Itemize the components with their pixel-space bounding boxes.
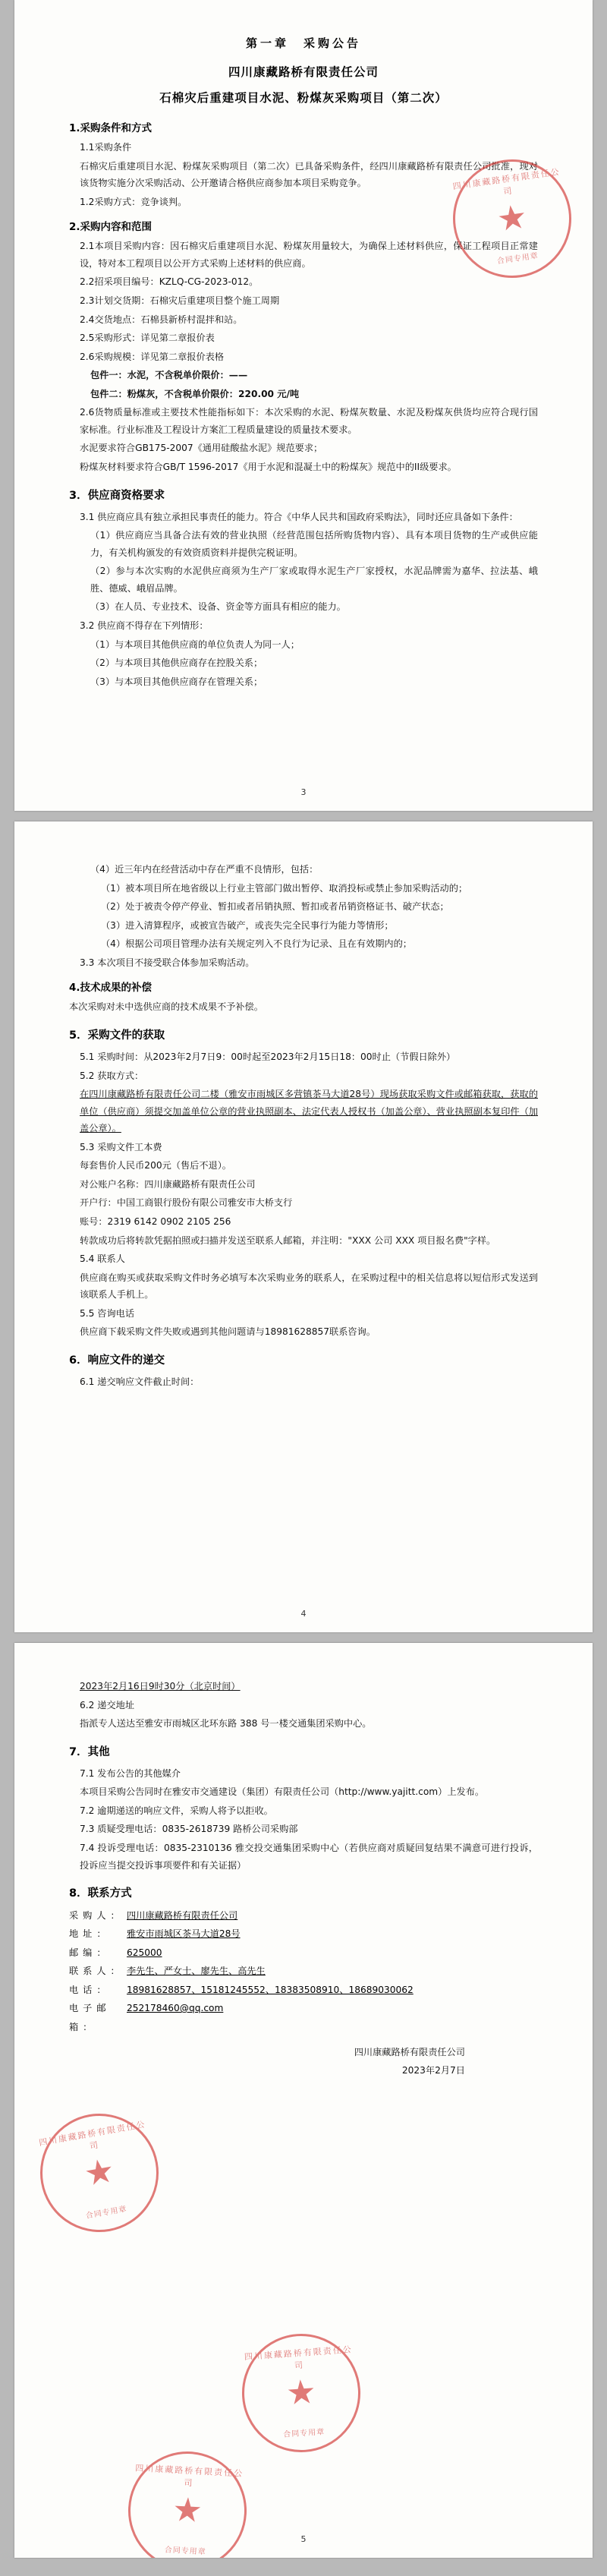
section3-item: （2）参与本次实购的水泥供应商须为生产厂家或取得水泥生产厂家授权，水泥品牌需为嘉华、拉法基、峨胜、德威、峨眉品牌。 (90, 566, 538, 594)
section3-continued-item: （1）被本项目所在地省级以上行业主管部门做出暂停、取消投标或禁止参加采购活动的； (101, 882, 468, 894)
section2-tail: 水泥要求符合GB175-2007《通用硅酸盐水泥》规范要求； (80, 443, 323, 454)
signature-org: 四川康藏路桥有限责任公司 (354, 2046, 465, 2057)
section1-item: 1.2采购方式：竞争谈判。 (80, 196, 187, 207)
section3-item: （3）与本项目其他供应商存在管理关系； (90, 676, 263, 687)
section3-continued-item: （2）处于被责令停产停业、暂扣或者吊销执照、暂扣或者吊销资格证书、破产状态； (101, 901, 449, 913)
section3-item: （2）与本项目其他供应商存在控股关系； (90, 657, 263, 669)
contact-label: 采购人： (69, 1910, 124, 1922)
section62-heading: 6.2 递交地址 (80, 1699, 135, 1711)
section1-item: 1.1采购条件 (80, 142, 132, 153)
contact-value: 252178460@qq.com (127, 2003, 224, 2014)
page-number: 5 (300, 2534, 307, 2544)
section3-continued-item: 3.3 本次项目不接受联合体参加采购活动。 (80, 957, 255, 968)
section5-item: 供应商在购买或获取采购文件时务必填写本次采购业务的联系人，在采购过程中的相关信息将以短信形式发送到该联系人手机上。 (80, 1272, 538, 1301)
seal-bottom-text: 合同专用章 (164, 2546, 206, 2557)
section2-item: 2.2招采项目编号：KZLQ-CG-2023-012。 (80, 276, 259, 288)
section2-item: 2.5采购形式：详见第二章报价表 (80, 333, 215, 344)
section5-item: 5.2 获取方式： (80, 1070, 144, 1081)
seal-top-text: 四川康藏路桥有限责任公司 (38, 2119, 147, 2152)
section2-item: 2.1本项目采购内容：因石棉灾后重建项目水泥、粉煤灰用量较大，为确保上述材料供应，保证工程项目正常建设，特对本工程项目以公开方式采购上述材料的供应商。 (80, 241, 538, 269)
section2-item: 2.6采购规模：详见第二章报价表格 (80, 351, 225, 362)
section3-item: （1）供应商应当具备合法有效的营业执照（经营范围包括所购货物内容）、具有本项目货物的生产或供应能力，有关机构颁发的有效资质资料并提供完税证明。 (90, 530, 538, 558)
section5-item: 供应商下载采购文件失败或遇到其他问题请与18981628857联系咨询。 (80, 1326, 376, 1338)
document-page-1 (14, 0, 593, 811)
section7-item: 7.4 投诉受理电话：0835-2310136 雅交投交通集团采购中心（若供应商对质疑回复结果不满意可进行投诉，投诉应当提交投诉事项要件和有关证据） (80, 1842, 538, 1871)
signature-block (69, 2044, 538, 2079)
section7-item: 7.1 发布公告的其他媒介 (80, 1767, 181, 1779)
section3-item: 3.1 供应商应具有独立承担民事责任的能力。符合《中华人民共和国政府采购法》，同时还应具备如下条件： (80, 511, 518, 522)
contact-label: 联系人： (69, 1966, 124, 1977)
section3-item: （3）在人员、专业技术、设备、资金等方面具有相应的能力。 (90, 601, 346, 613)
package-item: 包件一：水泥，不含税单价限价：—— (90, 370, 248, 381)
contact-row (69, 1999, 538, 2036)
section1-heading: 1.采购条件和方式 (69, 122, 153, 134)
package-item: 包件二：粉煤灰，不含税单价限价：220.00 元/吨 (90, 388, 300, 399)
section62-body: 指派专人送达至雅安市雨城区北环东路 388 号一楼交通集团采购中心。 (80, 1718, 372, 1729)
section7-item: 7.3 质疑受理电话：0835-2618739 路桥公司采购部 (80, 1824, 298, 1835)
page-title: 石棉灾后重建项目水泥、粉煤灰采购项目（第二次） (159, 91, 448, 105)
section7-item: 本项目采购公告同时在雅安市交通建设（集团）有限责任公司（http://www.yajitt.com）上发布。 (80, 1786, 485, 1798)
section8-heading: 8．联系方式 (69, 1887, 132, 1900)
section5-item: 转款成功后将转款凭据拍照或扫描并发送至联系人邮箱，并注明："XXX 公司 XXX 项目报名费"字样。 (80, 1234, 496, 1246)
seal-top-text: 四川康藏路桥有限责任公司 (135, 2463, 244, 2489)
contact-value: 四川康藏路桥有限责任公司 (127, 1910, 238, 1922)
section5-item: 5.3 采购文件工本费 (80, 1141, 162, 1152)
section7-heading: 7．其他 (69, 1745, 110, 1758)
section3-item: （1）与本项目其他供应商的单位负责人为同一人； (90, 638, 300, 650)
page-number: 4 (300, 1609, 307, 1619)
signature-date: 2023年2月7日 (401, 2065, 465, 2076)
company-seal-icon (31, 2105, 168, 2242)
seal-top-text: 四川康藏路桥有限责任公司 (244, 2344, 354, 2371)
section5-heading: 5．采购文件的获取 (69, 1029, 165, 1042)
section2-item: 2.3计划交货期：石棉灾后重建项目整个施工周期 (80, 295, 280, 306)
section2-heading: 2.采购内容和范围 (69, 221, 153, 234)
contact-value: 625000 (127, 1947, 162, 1958)
section3-item: 3.2 供应商不得存在下列情形： (80, 620, 209, 631)
section5-item-address: 在四川康藏路桥有限责任公司二楼（雅安市雨城区多营镇茶马大道28号）现场获取采购文件或邮箱获取，获取的单位（供应商）须提交加盖单位公章的营业执照副本、法定代表人授权书（加盖公章）、营业执照副本复印件（加盖公章）。 (80, 1089, 538, 1134)
section5-item: 开户行：中国工商银行股份有限公司雅安市大桥支行 (80, 1197, 293, 1209)
seal-star-icon: ★ (171, 2490, 204, 2530)
section7-item: 7.2 逾期递送的响应文件，采购人将予以拒收。 (80, 1805, 273, 1816)
seal-bottom-text: 合同专用章 (496, 251, 539, 266)
section3-continued-item: （4）根据公司项目管理办法有关规定列入不良行为记录、且在有效期内的； (101, 938, 412, 950)
section5-item: 每套售价人民币200元（售后不退）。 (80, 1160, 231, 1171)
section6-heading: 6．响应文件的递交 (69, 1354, 165, 1367)
org-heading: 四川康藏路桥有限责任公司 (228, 65, 379, 79)
section3-heading: 3．供应商资格要求 (69, 489, 165, 502)
section5-item: 5.5 咨询电话 (80, 1307, 135, 1319)
contact-label: 地址： (69, 1928, 111, 1940)
contact-value: 雅安市雨城区茶马大道28号 (127, 1928, 241, 1940)
chapter-heading: 第一章 采购公告 (245, 36, 361, 50)
section5-item: 对公账户名称：四川康藏路桥有限责任公司 (80, 1178, 256, 1190)
contact-row (69, 1944, 538, 1962)
page-number: 3 (300, 787, 307, 797)
submission-deadline: 2023年2月16日9时30分（北京时间） (80, 1681, 241, 1692)
contact-row (69, 1925, 538, 1943)
section4-item: 本次采购对未中选供应商的技术成果不予补偿。 (69, 1001, 263, 1013)
document-page-3 (14, 1643, 593, 2558)
seal-bottom-text: 合同专用章 (282, 2427, 326, 2439)
section2-tail: 粉煤灰材料要求符合GB/T 1596-2017《用于水泥和混凝土中的粉煤灰》规范中的II级要求。 (80, 462, 457, 472)
section4-heading: 4.技术成果的补偿 (69, 982, 153, 995)
contact-value: 李先生、严女士、廖先生、高先生 (127, 1966, 266, 1977)
section5-item: 账号：2319 6142 0902 2105 256 (80, 1216, 231, 1227)
section3-continued-item: （3）进入清算程序，或被宣告破产，或丧失完全民事行为能力等情形； (101, 919, 394, 931)
company-seal-icon (238, 2330, 365, 2457)
contact-row (69, 1981, 538, 1999)
document-page-2 (14, 821, 593, 1632)
section3-continued-item: （4）近三年内在经营活动中存在严重不良情形，包括： (90, 864, 319, 875)
section5-item: 5.4 联系人 (80, 1253, 125, 1265)
seal-star-icon: ★ (81, 2150, 118, 2195)
section6-item: 6.1 递交响应文件截止时间： (80, 1376, 200, 1387)
contact-row (69, 1906, 538, 1925)
contact-label: 电子邮箱： (69, 2003, 111, 2032)
contact-label: 邮编： (69, 1947, 111, 1958)
seal-top-text: 四川康藏路桥有限责任公司 (451, 166, 561, 197)
section2-item: 2.4交货地点：石棉县新桥村混拌和站。 (80, 314, 243, 325)
section2-tail: 2.6货物质量标准或主要技术性能指标如下：本次采购的水泥、粉煤灰数量、水泥及粉煤灰供货均应符合现行国家标准。行业标准及工程设计方案汇工程质量建设的质量技术要求。 (80, 407, 538, 435)
seal-bottom-text: 合同专用章 (85, 2205, 128, 2221)
contact-value: 18981628857、15181245552、18383508910、18689030062 (127, 1984, 414, 1995)
section1-item: 石棉灾后重建项目水泥、粉煤灰采购项目（第二次）已具备采购条件，经四川康藏路桥有限责任公司批准，现对该货物实施分次采购活动、公开邀请合格供应商参加本项目采购竞争。 (80, 160, 538, 189)
contact-label: 电话： (69, 1984, 111, 1995)
seal-star-icon: ★ (494, 197, 530, 240)
seal-star-icon: ★ (285, 2372, 318, 2414)
section5-item: 5.1 采购时间：从2023年2月7日9：00时起至2023年2月15日18：00时止（节假日除外） (80, 1051, 456, 1062)
contact-row (69, 1962, 538, 1980)
